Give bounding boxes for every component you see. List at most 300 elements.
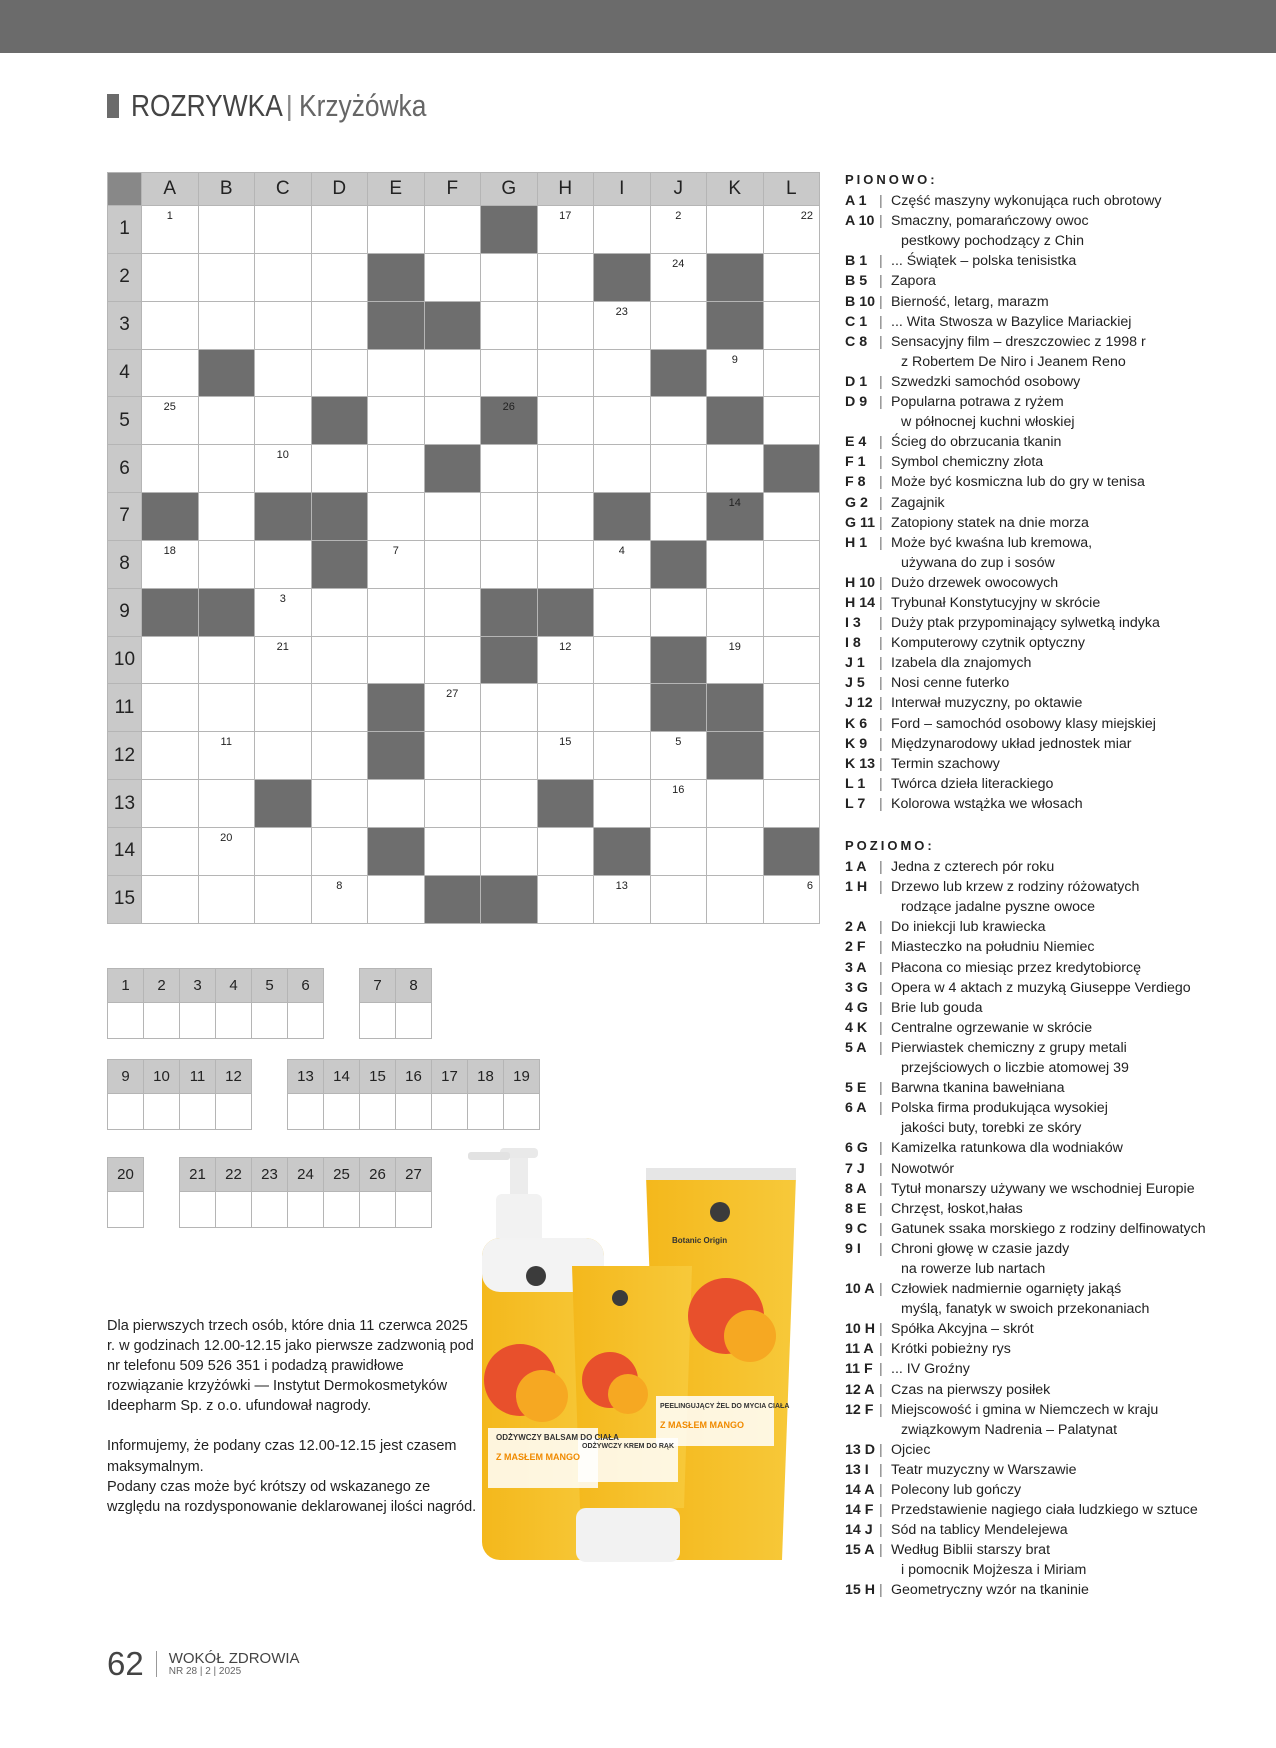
clue-key: 11 F [845,1361,873,1378]
crossword-cell[interactable] [311,684,368,732]
crossword-cell[interactable] [255,206,312,254]
section-marker [107,94,119,118]
crossword-cell[interactable] [142,636,199,684]
answer-box[interactable] [252,1192,288,1228]
answer-box[interactable] [288,1192,324,1228]
clue-text: Tytuł monarszy używany we wschodniej Europie [891,1180,1195,1197]
crossword-cell[interactable] [537,253,594,301]
answer-box[interactable] [396,1003,432,1039]
crossword-cell[interactable] [594,540,651,588]
clue-item: 8 A | Tytuł monarszy używany we wschodniej Europie [845,1179,1265,1199]
clue-text: Ojciec [891,1441,931,1458]
crossword-cell[interactable] [142,780,199,828]
crossword-cell[interactable] [368,780,425,828]
crossword-cell[interactable] [707,827,764,875]
crossword-cell[interactable] [537,493,594,541]
clue-item: 14 F | Przedstawienie nagiego ciała ludzkiego w sztuce [845,1500,1265,1520]
crossword-cell[interactable] [481,827,538,875]
crossword-cell[interactable] [198,206,255,254]
answer-box[interactable] [216,1094,252,1130]
clue-item: 6 A | Polska firma produkująca wysokiej jakości buty, torebki ze skóry [845,1098,1265,1138]
black-cell [255,493,312,541]
row-header: 8 [108,540,142,588]
crossword-cell[interactable] [537,684,594,732]
crossword-cell[interactable] [198,780,255,828]
answer-label: 23 [252,1158,288,1192]
clue-text: Polecony lub gończy [891,1482,1022,1498]
clue-text-cont: rodzące jadalne pyszne owoce [901,899,1096,916]
crossword-cell[interactable] [537,827,594,875]
grid-corner [108,173,142,206]
clue-key: 7 J [845,1160,865,1177]
clue-key: F 1 [845,454,866,471]
answer-box[interactable] [468,1094,504,1130]
clue-text: Komputerowy czytnik optyczny [891,635,1085,652]
cell-number: 23 [615,305,628,318]
crossword-cell[interactable] [650,493,707,541]
clue-text: Symbol chemiczny złota [891,454,1044,471]
clue-text: Interwał muzyczny, po oktawie [891,695,1083,712]
answer-box[interactable] [252,1003,288,1039]
clue-item: 9 I | Chroni głowę w czasie jazdy na rowerze lub nartach [845,1239,1265,1279]
down-header: PIONOWO: [845,172,938,187]
crossword-cell[interactable] [707,206,764,254]
answer-label: 16 [396,1060,432,1094]
column-header: K [707,173,764,206]
cell-number: 14 [728,497,741,510]
crossword-cell[interactable] [650,206,707,254]
crossword-cell[interactable] [537,206,594,254]
crossword-cell[interactable] [198,827,255,875]
clue-item: G 11 | Zatopiony statek na dnie morza [845,513,1265,533]
clue-item: H 1 | Może być kwaśna lub kremowa, używana do zup i sosów [845,533,1265,573]
clue-key: G 11 [845,514,875,531]
clue-item: B 5 | Zapora [845,271,1265,291]
clue-text: Szwedzki samochód osobowy [891,373,1081,390]
crossword-cell[interactable] [537,732,594,780]
crossword-cell[interactable] [142,253,199,301]
clue-item: 13 I | Teatr muzyczny w Warszawie [845,1460,1265,1480]
crossword-cell[interactable] [311,636,368,684]
clue-key: G 2 [845,494,868,511]
answer-box[interactable] [504,1094,540,1130]
crossword-cell[interactable] [255,732,312,780]
crossword-cell[interactable] [650,780,707,828]
crossword-cell[interactable] [368,636,425,684]
crossword-cell[interactable] [142,540,199,588]
answer-box[interactable] [360,1192,396,1228]
black-cell [142,493,199,541]
svg-text:ODŻYWCZY BALSAM DO CIAŁA: ODŻYWCZY BALSAM DO CIAŁA [496,1433,619,1442]
cell-number: 17 [559,210,572,222]
crossword-cell[interactable] [707,875,764,923]
crossword-cell[interactable] [142,301,199,349]
crossword-cell[interactable] [481,493,538,541]
crossword-cell[interactable] [594,397,651,445]
crossword-cell[interactable] [707,540,764,588]
crossword-cell[interactable] [424,780,481,828]
crossword-cell[interactable] [594,732,651,780]
crossword-cell[interactable] [368,588,425,636]
crossword-cell[interactable] [142,206,199,254]
crossword-cell[interactable] [255,349,312,397]
crossword-cell[interactable] [537,540,594,588]
crossword-cell[interactable] [763,684,820,732]
clue-key: 4 G [845,999,868,1016]
crossword-cell[interactable] [198,540,255,588]
crossword-cell[interactable] [763,875,820,923]
answer-box[interactable] [108,1094,144,1130]
row-header: 10 [108,636,142,684]
crossword-cell[interactable] [650,445,707,493]
crossword-cell[interactable] [198,397,255,445]
clue-item: 12 A | Czas na pierwszy posiłek [845,1380,1265,1400]
answer-label: 14 [324,1060,360,1094]
clue-text: Chroni głowę w czasie jazdy [891,1240,1070,1257]
black-cell [707,493,764,541]
crossword-cell[interactable] [142,684,199,732]
clue-item: 4 K | Centralne ogrzewanie w skrócie [845,1018,1265,1038]
crossword-cell[interactable] [650,588,707,636]
clue-key: 8 A [845,1180,867,1197]
answer-box[interactable] [108,1192,144,1228]
crossword-cell[interactable] [650,253,707,301]
answer-label: 12 [216,1060,252,1094]
crossword-cell[interactable] [424,588,481,636]
crossword-cell[interactable] [537,445,594,493]
crossword-cell[interactable] [763,732,820,780]
black-cell [424,875,481,923]
black-cell [311,493,368,541]
crossword-cell[interactable] [537,397,594,445]
crossword-cell[interactable] [763,301,820,349]
clue-key: H 1 [845,534,868,551]
clue-key: A 1 [845,193,867,210]
clue-key: L 7 [845,795,866,812]
crossword-cell[interactable] [763,540,820,588]
column-header: E [368,173,425,206]
answer-box[interactable] [216,1192,252,1228]
svg-text:Z MASŁEM MANGO: Z MASŁEM MANGO [660,1420,744,1430]
clue-item: 3 G | Opera w 4 aktach z muzyką Giuseppe Verdiego [845,978,1265,998]
clue-text: Brie lub gouda [891,999,983,1016]
clue-key: 15 A [845,1542,875,1559]
crossword-cell[interactable] [650,875,707,923]
black-cell [198,349,255,397]
clue-item: C 1 | ... Wita Stwosza w Bazylice Mariackiej [845,312,1265,332]
clue-key: 10 A [845,1281,875,1298]
clue-text: Ford – samochód osobowy klasy miejskiej [891,715,1156,732]
crossword-cell[interactable] [481,349,538,397]
crossword-cell[interactable] [594,780,651,828]
answer-label: 13 [288,1060,324,1094]
column-header: I [594,173,651,206]
clue-item: 2 A | Do iniekcji lub krawiecka [845,917,1265,937]
clue-key: I 8 [845,635,861,652]
crossword-cell[interactable] [424,732,481,780]
answer-box[interactable] [180,1003,216,1039]
clue-key: 14 J [845,1522,873,1539]
crossword-cell[interactable] [368,445,425,493]
clue-item: A 1 | Część maszyny wykonująca ruch obrotowy [845,191,1265,211]
crossword-cell[interactable] [424,684,481,732]
answer-box[interactable] [288,1003,324,1039]
crossword-cell[interactable] [481,445,538,493]
down-clues [845,191,1265,814]
row-header: 12 [108,732,142,780]
clue-key: 15 H [845,1582,875,1599]
crossword-cell[interactable] [311,301,368,349]
clue-text: ... Świątek – polska tenisistka [891,253,1077,270]
answer-box[interactable] [360,1094,396,1130]
answer-box[interactable] [144,1094,180,1130]
crossword-cell[interactable] [424,540,481,588]
crossword-cell[interactable] [763,397,820,445]
crossword-cell[interactable] [311,588,368,636]
clue-key: 3 G [845,979,868,996]
crossword-cell[interactable] [594,301,651,349]
answer-label: 2 [144,969,180,1003]
clue-item: 10 H | Spółka Akcyjna – skrót [845,1319,1265,1339]
cell-number: 6 [806,879,813,892]
answer-box[interactable] [396,1094,432,1130]
crossword-cell[interactable] [594,445,651,493]
crossword-cell[interactable] [255,301,312,349]
crossword-cell[interactable] [424,349,481,397]
clue-item: J 5 | Nosi cenne futerko [845,673,1265,693]
crossword-cell[interactable] [255,397,312,445]
crossword-cell[interactable] [763,253,820,301]
clue-text-cont: w północnej kuchni włoskiej [901,414,1075,431]
answer-box[interactable] [180,1094,216,1130]
crossword-grid [107,172,820,924]
clue-item: F 8 | Może być kosmiczna lub do gry w tenisa [845,472,1265,492]
answer-box[interactable] [180,1192,216,1228]
clue-text: Polska firma produkująca wysokiej [891,1100,1108,1117]
crossword-cell[interactable] [198,301,255,349]
clue-text-cont: i pomocnik Mojżesza i Miriam [901,1562,1087,1579]
answer-boxes-2 [107,1059,540,1130]
answer-box[interactable] [108,1003,144,1039]
clue-key: 6 A [845,1100,867,1117]
cell-number: 26 [502,401,515,414]
crossword-cell[interactable] [763,493,820,541]
crossword-cell[interactable] [255,540,312,588]
answer-label: 11 [180,1060,216,1094]
answer-box[interactable] [432,1094,468,1130]
crossword-cell[interactable] [594,875,651,923]
crossword-cell[interactable] [368,540,425,588]
crossword-cell[interactable] [594,206,651,254]
clue-item: E 4 | Ścieg do obrzucania tkanin [845,432,1265,452]
crossword-cell[interactable] [707,636,764,684]
crossword-cell[interactable] [311,732,368,780]
crossword-cell[interactable] [311,445,368,493]
crossword-cell[interactable] [142,445,199,493]
black-cell [368,301,425,349]
crossword-cell[interactable] [142,397,199,445]
crossword-cell[interactable] [650,397,707,445]
crossword-cell[interactable] [707,445,764,493]
clue-text: Opera w 4 aktach z muzyką Giuseppe Verdiego [891,979,1191,996]
crossword-cell[interactable] [368,493,425,541]
crossword-cell[interactable] [368,349,425,397]
crossword-cell[interactable] [763,588,820,636]
clue-item: 5 A | Pierwiastek chemiczny z grupy metali przejściowych o liczbie atomowej 39 [845,1038,1265,1078]
crossword-cell[interactable] [255,827,312,875]
clue-text: Termin szachowy [891,755,1000,772]
crossword-cell[interactable] [763,780,820,828]
answer-box[interactable] [216,1003,252,1039]
crossword-cell[interactable] [424,493,481,541]
black-cell [311,540,368,588]
crossword-cell[interactable] [255,588,312,636]
crossword-cell[interactable] [142,732,199,780]
black-cell [481,397,538,445]
svg-text:ODŻYWCZY KREM DO RĄK: ODŻYWCZY KREM DO RĄK [582,1443,675,1450]
crossword-cell[interactable] [311,253,368,301]
crossword-cell[interactable] [650,827,707,875]
crossword-cell[interactable] [424,636,481,684]
crossword-cell[interactable] [142,349,199,397]
crossword-cell[interactable] [142,875,199,923]
clue-item: 3 A | Płacona co miesiąc przez kredytobiorcę [845,958,1265,978]
clue-key: 9 C [845,1220,868,1237]
crossword-cell[interactable] [311,206,368,254]
crossword-cell[interactable] [481,684,538,732]
answer-label: 10 [144,1060,180,1094]
crossword-cell[interactable] [255,684,312,732]
crossword-cell[interactable] [255,636,312,684]
crossword-cell[interactable] [424,397,481,445]
clue-key: 11 A [845,1341,874,1358]
black-cell [537,588,594,636]
clue-item: L 1 | Twórca dzieła literackiego [845,774,1265,794]
column-header: C [255,173,312,206]
crossword-cell[interactable] [198,253,255,301]
answer-label: 24 [288,1158,324,1192]
crossword-cell[interactable] [481,780,538,828]
crossword-cell[interactable] [198,445,255,493]
crossword-cell[interactable] [311,349,368,397]
clue-item: D 9 | Popularna potrawa z ryżem w północnej kuchni włoskiej [845,392,1265,432]
column-header: F [424,173,481,206]
crossword-cell[interactable] [424,827,481,875]
crossword-cell[interactable] [481,732,538,780]
answer-label: 18 [468,1060,504,1094]
black-cell [424,301,481,349]
crossword-cell[interactable] [707,588,764,636]
crossword-cell[interactable] [255,445,312,493]
answer-label: 21 [180,1158,216,1192]
section-category: ROZRYWKA [131,88,283,123]
black-cell [594,253,651,301]
crossword-cell[interactable] [537,875,594,923]
crossword-cell[interactable] [142,827,199,875]
black-cell [763,445,820,493]
answer-box[interactable] [396,1192,432,1228]
crossword-cell[interactable] [198,493,255,541]
across-clues [845,857,1265,1600]
clue-text-cont: na rowerze lub nartach [901,1260,1046,1277]
magazine-name: WOKÓŁ ZDROWIA [168,1650,300,1667]
clue-item: H 10 | Dużo drzewek owocowych [845,573,1265,593]
crossword-cell[interactable] [198,636,255,684]
crossword-cell[interactable] [424,206,481,254]
crossword-cell[interactable] [650,732,707,780]
cell-number: 4 [618,544,625,557]
crossword-cell[interactable] [198,732,255,780]
black-cell [594,493,651,541]
crossword-cell[interactable] [707,349,764,397]
clue-text: Spółka Akcyjna – skrót [891,1321,1034,1338]
crossword-cell[interactable] [707,780,764,828]
column-header: H [537,173,594,206]
crossword-cell[interactable] [763,349,820,397]
clue-item: B 1 | ... Świątek – polska tenisistka [845,251,1265,271]
clue-text: Smaczny, pomarańczowy owoc [891,213,1089,230]
crossword-cell[interactable] [424,253,481,301]
clue-key: 10 H [845,1321,875,1338]
crossword-cell[interactable] [594,588,651,636]
answer-box[interactable] [144,1003,180,1039]
crossword-cell[interactable] [594,684,651,732]
answer-box[interactable] [324,1094,360,1130]
crossword-cell[interactable] [255,253,312,301]
clue-item: 9 C | Gatunek ssaka morskiego z rodziny delfinowatych [845,1219,1265,1239]
clue-key: F 8 [845,474,866,491]
crossword-cell[interactable] [763,206,820,254]
crossword-cell[interactable] [481,301,538,349]
crossword-cell[interactable] [368,875,425,923]
across-header: POZIOMO: [845,838,935,853]
crossword-cell[interactable] [481,540,538,588]
crossword-cell[interactable] [198,875,255,923]
crossword-cell[interactable] [537,636,594,684]
clue-item: 2 F | Miasteczko na południu Niemiec [845,937,1265,957]
clue-item: K 9 | Międzynarodowy układ jednostek miar [845,734,1265,754]
clue-key: B 5 [845,273,868,290]
answer-label: 9 [108,1060,144,1094]
crossword-cell[interactable] [311,827,368,875]
answer-box[interactable] [360,1003,396,1039]
clue-item: 1 H | Drzewo lub krzew z rodziny różowatych rodzące jadalne pyszne owoce [845,877,1265,917]
crossword-cell[interactable] [537,301,594,349]
crossword-cell[interactable] [537,349,594,397]
clue-text: Twórca dzieła literackiego [891,775,1054,792]
clue-text: Jedna z czterech pór roku [891,859,1055,876]
clue-item: 15 A | Według Biblii starszy brat i pomocnik Mojżesza i Miriam [845,1540,1265,1580]
crossword-cell[interactable] [368,206,425,254]
crossword-cell[interactable] [481,253,538,301]
answer-box[interactable] [288,1094,324,1130]
crossword-cell[interactable] [368,397,425,445]
clue-key: 2 A [845,919,867,936]
clue-key: 5 A [845,1039,867,1056]
crossword-cell[interactable] [650,301,707,349]
crossword-cell[interactable] [255,875,312,923]
crossword-cell[interactable] [763,636,820,684]
answer-box[interactable] [324,1192,360,1228]
crossword-cell[interactable] [594,349,651,397]
clue-text: Izabela dla znajomych [891,655,1032,672]
crossword-cell[interactable] [594,636,651,684]
crossword-cell[interactable] [198,684,255,732]
crossword-cell[interactable] [311,875,368,923]
clue-key: A 10 [845,213,875,230]
crossword-cell[interactable] [311,780,368,828]
clue-text: Chrzęst, łoskot,hałas [891,1200,1023,1217]
